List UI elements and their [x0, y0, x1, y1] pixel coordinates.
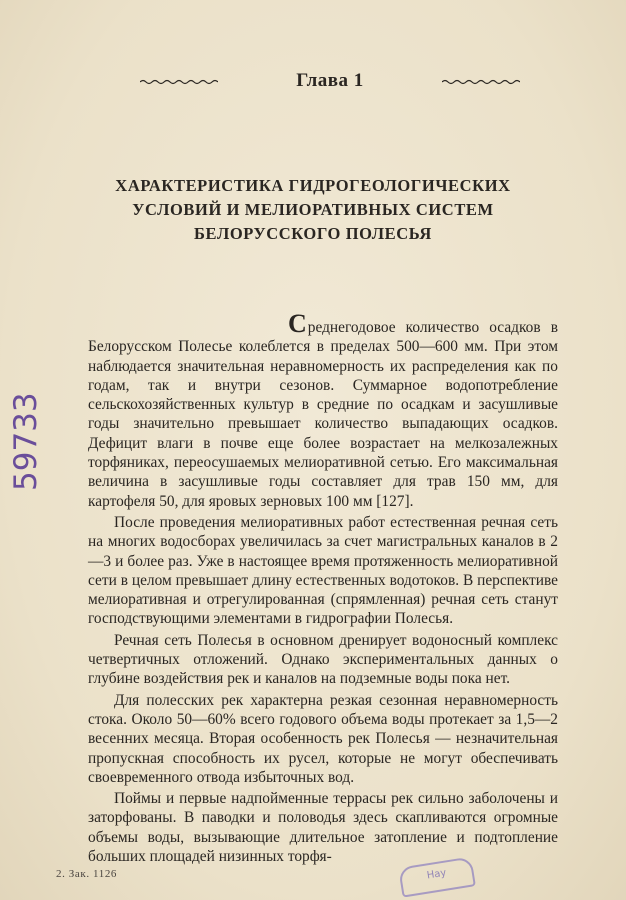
chapter-label: Глава 1 [296, 70, 364, 91]
paragraph [88, 309, 558, 511]
title-line: БЕЛОРУССКОГО ПОЛЕСЬЯ [194, 224, 432, 243]
handwritten-inventory-number: 59733 [8, 392, 44, 491]
chapter-title [80, 174, 546, 246]
library-stamp: Нау [398, 856, 476, 897]
paragraph: Поймы и первые надпойменные террасы рек сильно заболочены и заторфованы. В паводки и половодья здесь скапливаются огромные объемы воды, вызывающие длительное затопление и подтопление больших площадей низинных торфя- [88, 790, 558, 866]
title-line: УСЛОВИЙ И МЕЛИОРАТИВНЫХ СИСТЕМ [132, 200, 494, 219]
body-text [88, 309, 558, 866]
paragraph: Для полесских рек характерна резкая сезонная неравномерность стока. Около 50—60% всего годового объема воды протекает за 1,5—2 весенних месяца. Вторая особенность рек Полесья — незначительная пропускная способность их русел, которые не могут обеспечивать своевременного отвода избыточных вод. [88, 691, 558, 786]
paragraph: Речная сеть Полесья в основном дренирует водоносный комплекс четвертичных отложений. Однако экспериментальных данных о глубине воздействия рек и каналов на подземные воды пока нет. [88, 631, 558, 688]
paragraph: После проведения мелиоративных работ естественная речная сеть на многих водосборах увеличилась за счет магистральных каналов в 2—3 и более раз. Уже в настоящее время протяженность мелиоративной сети в целом превышает длину естественных водотоков. В перспективе мелиоративная и отрегулированная (спрямленная) речная сеть станут господствующими элементами в гидрографии Полесья. [88, 513, 558, 628]
paragraph-text: реднегодовое количество осадков в Белорусском Полесье колеблется в пределах 500—600 мм. При этом наблюдается значительная неравномерность их распределения как по годам, так и внутри сезонов. Суммарное водопотребление сельскохозяйственных культур в средние по осадкам и засушливые годы значительно превышает количество выпадающих осадков. Дефицит влаги в почве еще более возрастает на мелкозалежных торфяниках, переосушаемых мелиоративной сетью. Его максимальная величина в засушливые годы составляет для трав 150 мм, для картофеля 50, для яровых зерновых 100 мм [127]. [88, 319, 558, 510]
chapter-header [140, 70, 520, 94]
signature-mark: 2. Зак. 1126 [56, 868, 118, 880]
ornament-right [442, 79, 520, 85]
title-line: ХАРАКТЕРИСТИКА ГИДРОГЕОЛОГИЧЕСКИХ [115, 176, 511, 195]
drop-cap: С [288, 309, 307, 338]
